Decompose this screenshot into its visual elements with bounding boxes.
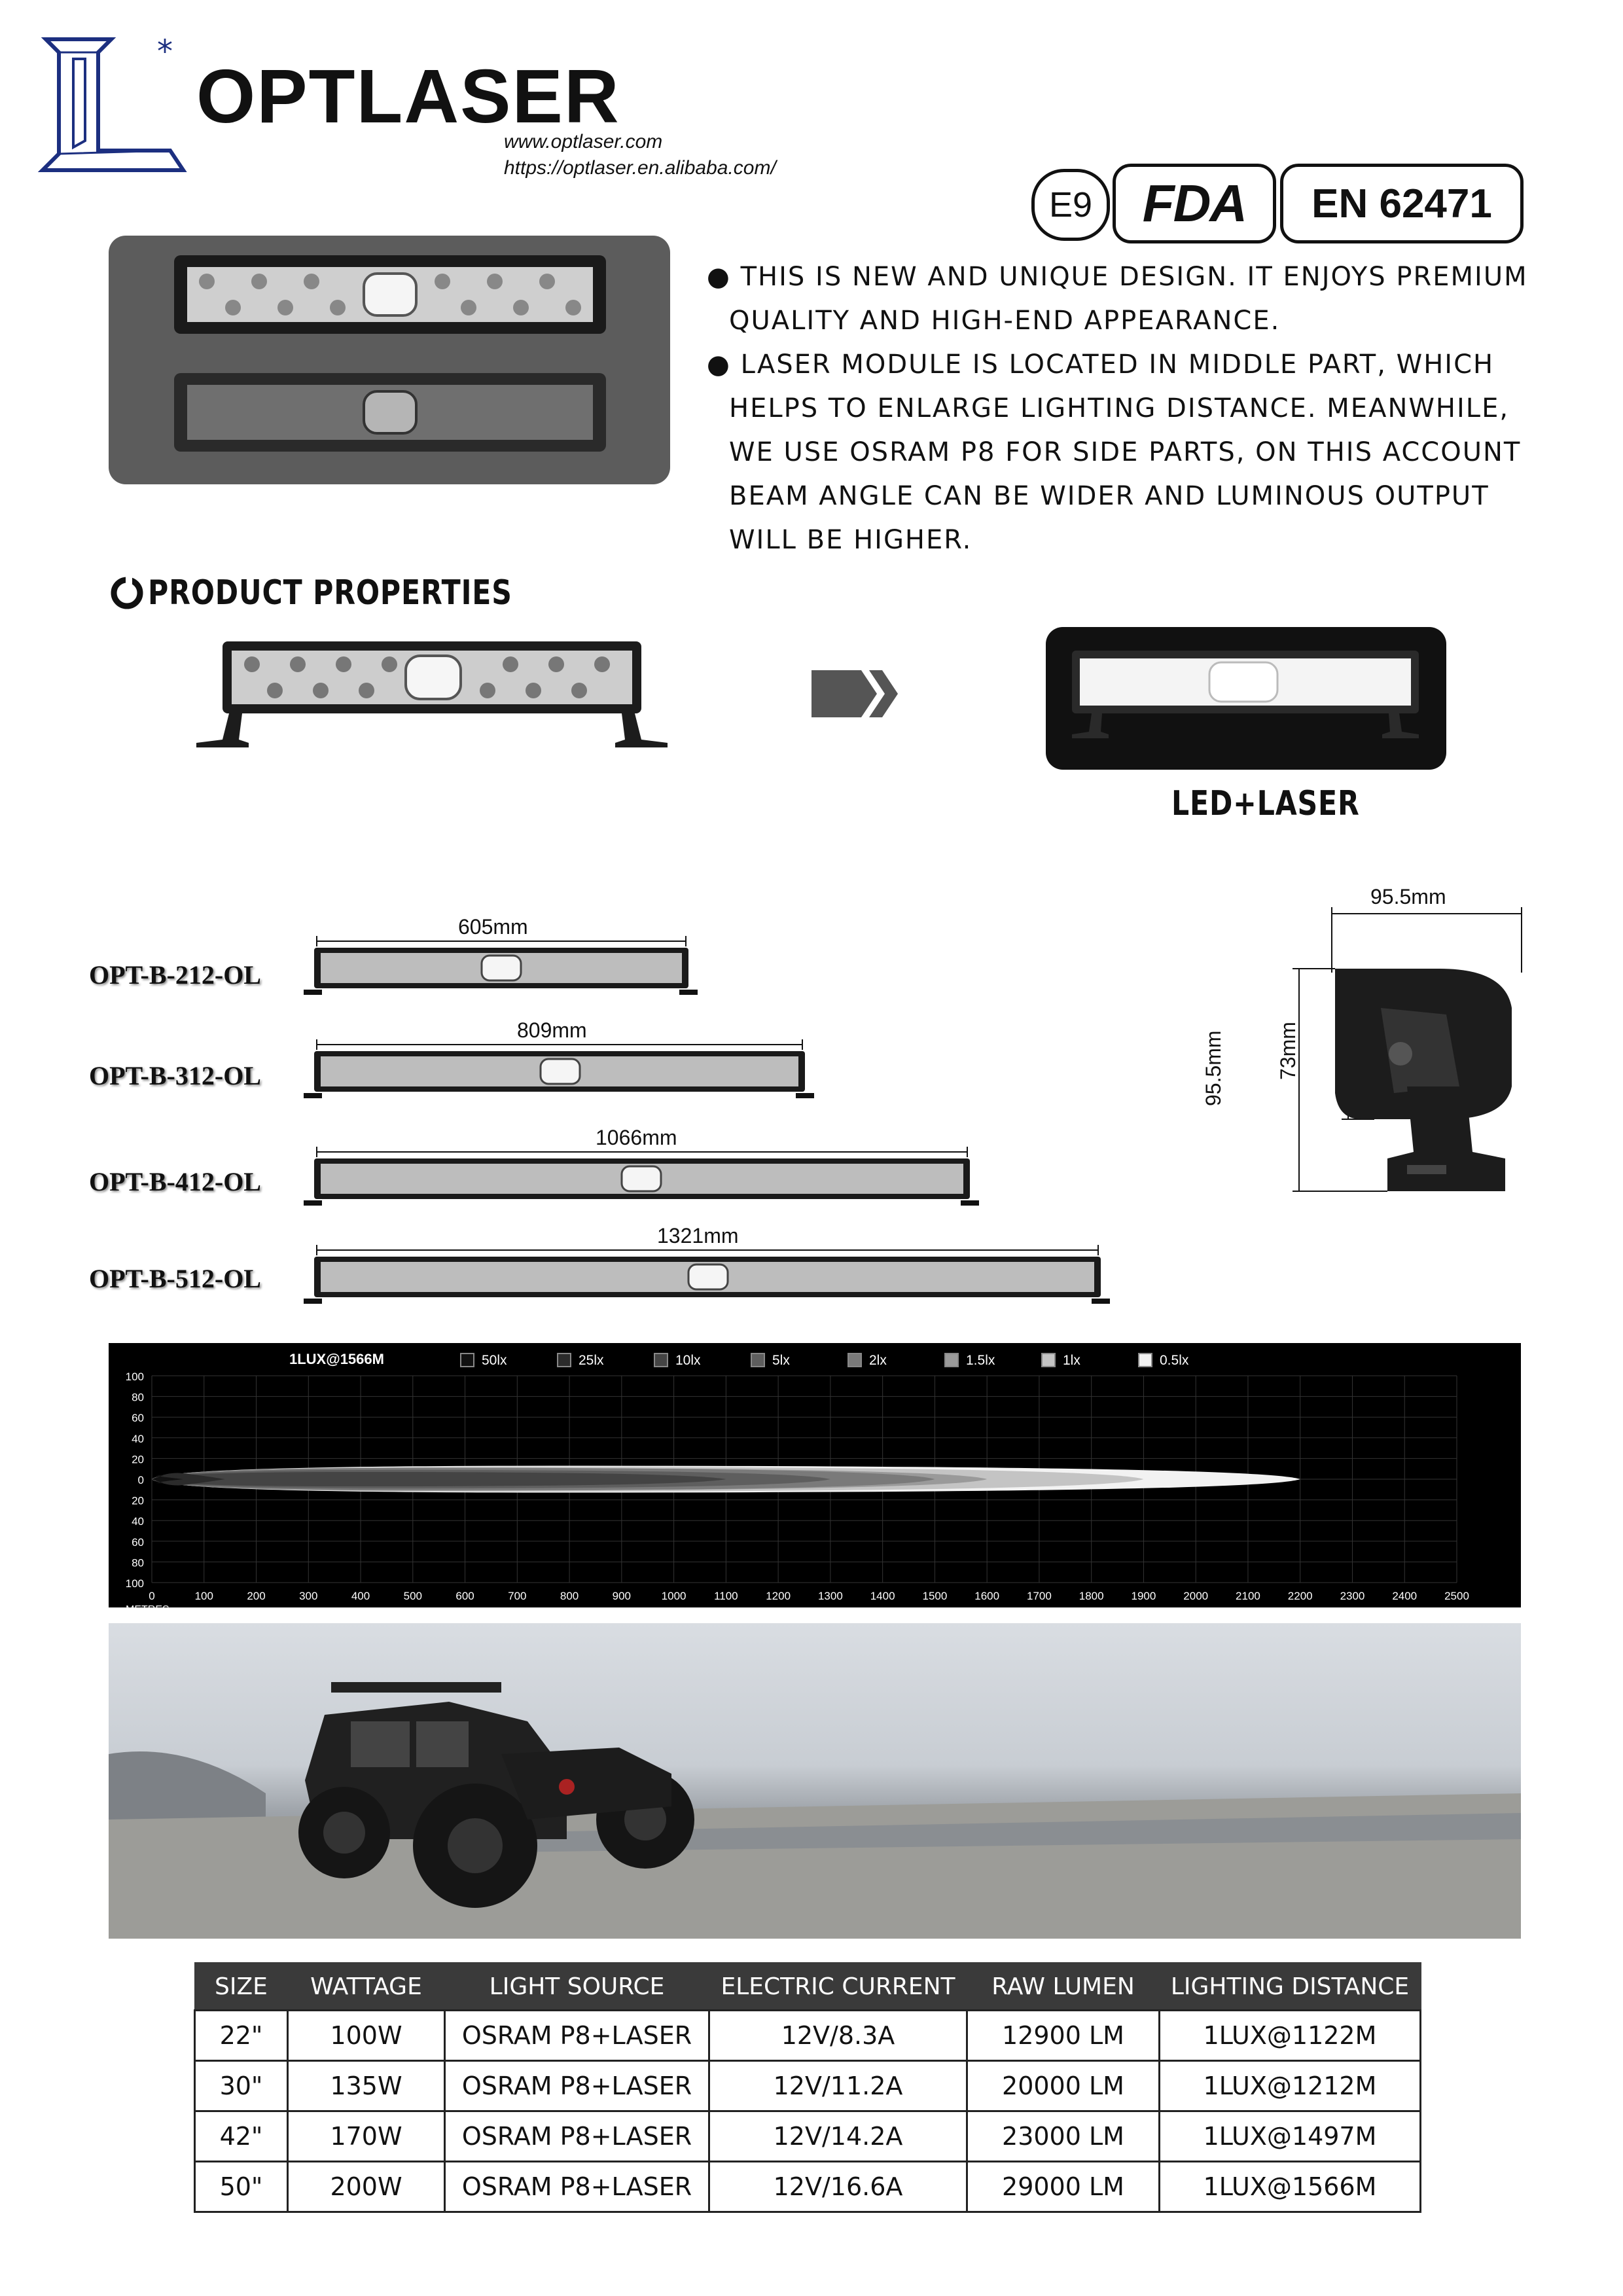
fda-label: FDA bbox=[1142, 174, 1247, 232]
y-tick-label: 40 bbox=[132, 1432, 144, 1445]
led-laser-label: LED+LASER bbox=[1171, 784, 1360, 823]
y-tick-label: 20 bbox=[132, 1494, 144, 1507]
product-hero-image bbox=[109, 236, 670, 484]
cell-lumen: 12900 LM bbox=[967, 2011, 1160, 2061]
x-tick-label: 700 bbox=[508, 1590, 527, 1602]
x-tick-label: 2100 bbox=[1236, 1590, 1260, 1602]
feature-2-line-4: BEAM ANGLE CAN BE WIDER AND LUMINOUS OUTPUT bbox=[729, 481, 1489, 511]
cell-light-source: OSRAM P8+LASER bbox=[445, 2011, 709, 2061]
cell-current: 12V/16.6A bbox=[709, 2162, 967, 2212]
legend-swatch bbox=[558, 1354, 571, 1367]
fda-cert-badge bbox=[1113, 164, 1276, 243]
legend-label: 1lx bbox=[1063, 1353, 1080, 1368]
beam-chart-svg bbox=[109, 1343, 1521, 1615]
refresh-circle-icon bbox=[110, 576, 144, 610]
legend-label: 5lx bbox=[772, 1353, 790, 1368]
x-tick-label: 200 bbox=[247, 1590, 266, 1602]
cell-current: 12V/11.2A bbox=[709, 2061, 967, 2111]
cell-lumen: 20000 LM bbox=[967, 2061, 1160, 2111]
legend-swatch bbox=[945, 1354, 958, 1367]
legend-swatch bbox=[654, 1354, 668, 1367]
e9-cert-badge bbox=[1031, 169, 1110, 241]
bullet-dot-icon: ● bbox=[707, 262, 731, 292]
legend-swatch bbox=[461, 1354, 474, 1367]
light-bar-212 bbox=[304, 936, 698, 995]
light-bar-unlit-image bbox=[190, 635, 687, 753]
x-tick-label: 600 bbox=[455, 1590, 474, 1602]
model-name-512: OPT-B-512-OL bbox=[89, 1264, 261, 1293]
cell-size: 22" bbox=[195, 2011, 288, 2061]
y-tick-label: 80 bbox=[132, 1556, 144, 1570]
x-tick-label: 500 bbox=[403, 1590, 422, 1602]
legend-swatch bbox=[848, 1354, 861, 1367]
alibaba-link[interactable]: https://optlaser.en.alibaba.com/ bbox=[504, 157, 776, 179]
col-lighting-distance: LIGHTING DISTANCE bbox=[1160, 1963, 1421, 2011]
col-wattage: WATTAGE bbox=[288, 1963, 445, 2011]
y-tick-label: 80 bbox=[132, 1391, 144, 1404]
light-bar-312 bbox=[304, 1039, 814, 1098]
cell-distance: 1LUX@1212M bbox=[1160, 2061, 1421, 2111]
x-tick-label: 1000 bbox=[661, 1590, 687, 1602]
legend-label: 0.5lx bbox=[1160, 1353, 1189, 1368]
x-tick-label: 2300 bbox=[1340, 1590, 1365, 1602]
feature-1-line-1: THIS IS NEW AND UNIQUE DESIGN. IT ENJOYS PREMIUM bbox=[740, 262, 1528, 292]
jeep-scene-svg bbox=[109, 1623, 1521, 1939]
y-tick-label: 60 bbox=[132, 1535, 144, 1549]
length-605: 605mm bbox=[458, 915, 528, 939]
legend-swatch bbox=[751, 1354, 764, 1367]
legend-label: 50lx bbox=[482, 1353, 507, 1368]
model-bars-drawing bbox=[294, 929, 1132, 1322]
feature-2-line-1: LASER MODULE IS LOCATED IN MIDDLE PART, WHICH bbox=[740, 350, 1495, 380]
cell-size: 42" bbox=[195, 2111, 288, 2162]
x-tick-label: 400 bbox=[351, 1590, 370, 1602]
y-tick-label: 40 bbox=[132, 1515, 144, 1528]
feature-bullet-2 bbox=[707, 343, 1521, 562]
e9-label: E9 bbox=[1048, 185, 1093, 224]
cell-size: 30" bbox=[195, 2061, 288, 2111]
cell-wattage: 100W bbox=[288, 2011, 445, 2061]
cell-current: 12V/14.2A bbox=[709, 2111, 967, 2162]
feature-2-line-5: WILL BE HIGHER. bbox=[729, 525, 972, 555]
light-bar-lit-image bbox=[1046, 627, 1446, 770]
cell-wattage: 200W bbox=[288, 2162, 445, 2212]
logo-l-mark bbox=[39, 33, 196, 177]
x-tick-label: 1300 bbox=[817, 1590, 843, 1602]
feature-bullet-1 bbox=[707, 255, 1528, 343]
legend-label: 2lx bbox=[869, 1353, 887, 1368]
side-height-label: 95.5mm bbox=[1202, 1030, 1225, 1106]
legend-swatch bbox=[1139, 1354, 1152, 1367]
model-name-212: OPT-B-212-OL bbox=[89, 960, 261, 990]
cell-lumen: 23000 LM bbox=[967, 2111, 1160, 2162]
table-row bbox=[195, 2011, 1421, 2061]
feature-1-line-2: QUALITY AND HIGH-END APPEARANCE. bbox=[729, 306, 1281, 336]
feature-2-line-3: WE USE OSRAM P8 FOR SIDE PARTS, ON THIS ACCOUNT bbox=[729, 437, 1522, 467]
col-light-source: LIGHT SOURCE bbox=[445, 1963, 709, 2011]
x-tick-label: 1200 bbox=[766, 1590, 791, 1602]
x-tick-label: 1900 bbox=[1131, 1590, 1156, 1602]
x-tick-label: 1100 bbox=[714, 1590, 738, 1602]
product-properties-heading bbox=[110, 573, 592, 613]
bullet-dot-icon: ● bbox=[707, 350, 731, 380]
legend-label: 25lx bbox=[579, 1353, 604, 1368]
cell-distance: 1LUX@1122M bbox=[1160, 2011, 1421, 2061]
jeep-scene-photo bbox=[109, 1623, 1521, 1939]
feature-2-line-2: HELPS TO ENLARGE LIGHTING DISTANCE. MEANWHILE, bbox=[729, 393, 1510, 423]
beam-chart bbox=[109, 1343, 1521, 1615]
x-tick-label: 1700 bbox=[1027, 1590, 1052, 1602]
x-tick-label: 2000 bbox=[1183, 1590, 1209, 1602]
y-tick-label: 20 bbox=[132, 1453, 144, 1466]
y-tick-label: 100 bbox=[125, 1577, 144, 1590]
table-header-row bbox=[195, 1963, 1421, 2011]
cell-light-source: OSRAM P8+LASER bbox=[445, 2061, 709, 2111]
y-tick-label: 0 bbox=[137, 1474, 144, 1486]
side-inner-height-label: 73mm bbox=[1276, 1022, 1300, 1080]
table-row bbox=[195, 2111, 1421, 2162]
light-bar-412 bbox=[304, 1147, 979, 1206]
x-tick-label: 1800 bbox=[1079, 1590, 1104, 1602]
x-tick-label: 800 bbox=[560, 1590, 579, 1602]
cell-distance: 1LUX@1566M bbox=[1160, 2162, 1421, 2212]
length-1321: 1321mm bbox=[657, 1224, 739, 1247]
col-electric-current: ELECTRIC CURRENT bbox=[709, 1963, 967, 2011]
x-tick-label: 100 bbox=[194, 1590, 213, 1602]
legend-label: 10lx bbox=[675, 1353, 701, 1368]
cell-light-source: OSRAM P8+LASER bbox=[445, 2111, 709, 2162]
model-name-312: OPT-B-312-OL bbox=[89, 1061, 261, 1090]
section-title: PRODUCT PROPERTIES bbox=[148, 573, 512, 613]
chart-title: 1LUX@1566M bbox=[289, 1351, 384, 1367]
y-tick-label: 60 bbox=[132, 1412, 144, 1425]
x-tick-label: 1600 bbox=[974, 1590, 1000, 1602]
table-row bbox=[195, 2061, 1421, 2111]
arrow-right-icon bbox=[812, 668, 903, 723]
length-1066: 1066mm bbox=[596, 1126, 677, 1149]
x-tick-label: 2500 bbox=[1444, 1590, 1469, 1602]
y-tick-label: 100 bbox=[125, 1371, 144, 1383]
cell-wattage: 135W bbox=[288, 2061, 445, 2111]
website-link[interactable]: www.optlaser.com bbox=[504, 131, 663, 152]
col-size: SIZE bbox=[195, 1963, 288, 2011]
table-row bbox=[195, 2162, 1421, 2212]
legend-label: 1.5lx bbox=[966, 1353, 995, 1368]
cell-distance: 1LUX@1497M bbox=[1160, 2111, 1421, 2162]
legend-swatch bbox=[1042, 1354, 1055, 1367]
x-tick-label: 300 bbox=[299, 1590, 318, 1602]
cell-size: 50" bbox=[195, 2162, 288, 2212]
col-raw-lumen: RAW LUMEN bbox=[967, 1963, 1160, 2011]
cell-light-source: OSRAM P8+LASER bbox=[445, 2162, 709, 2212]
cell-wattage: 170W bbox=[288, 2111, 445, 2162]
light-bar-512 bbox=[304, 1245, 1110, 1304]
x-tick-label: 2400 bbox=[1392, 1590, 1418, 1602]
cell-lumen: 29000 LM bbox=[967, 2162, 1160, 2212]
brand-name: OPTLASER bbox=[196, 54, 620, 139]
length-809: 809mm bbox=[517, 1018, 587, 1042]
brand-logo bbox=[39, 33, 196, 177]
svg-text:*: * bbox=[157, 33, 173, 70]
en62471-cert-badge bbox=[1280, 164, 1524, 243]
x-tick-label: 0 bbox=[149, 1590, 155, 1602]
x-tick-label: 1500 bbox=[922, 1590, 948, 1602]
x-tick-label: 900 bbox=[612, 1590, 632, 1602]
spec-table bbox=[194, 1962, 1421, 2213]
x-tick-label: 2200 bbox=[1287, 1590, 1313, 1602]
cell-current: 12V/8.3A bbox=[709, 2011, 967, 2061]
model-name-412: OPT-B-412-OL bbox=[89, 1167, 261, 1196]
x-axis-label: METRES bbox=[126, 1604, 169, 1615]
side-width-label: 95.5mm bbox=[1370, 885, 1446, 908]
en62471-label: EN 62471 bbox=[1311, 181, 1492, 226]
x-tick-label: 1400 bbox=[870, 1590, 895, 1602]
